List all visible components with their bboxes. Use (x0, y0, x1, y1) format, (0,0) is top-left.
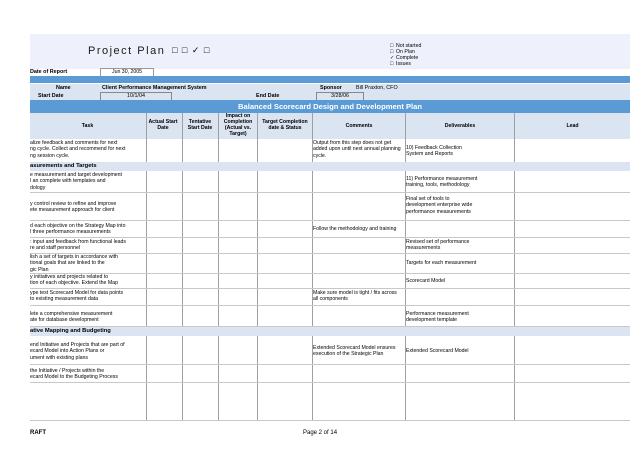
task-cell: d each objective on the Strategy Map into l three performance measurements (30, 223, 126, 236)
name-value[interactable]: Client Performance Management System (102, 85, 207, 91)
end-date-value[interactable]: 3/28/06 (316, 92, 364, 101)
col-tentative-start: Tentative Start Date (187, 119, 213, 131)
grid-line (218, 113, 219, 420)
deliverables-cell: Performance measurement development template (406, 311, 469, 324)
page-number: Page 2 of 14 (303, 430, 338, 436)
comments-cell: Make sure model is tight / fits across all components (313, 290, 397, 303)
legend-label: Issues (396, 61, 411, 67)
date-of-report-value[interactable]: Jun 30, 2005 (100, 68, 154, 77)
comments-cell: Output from this step does not get added upon until next annual planning cycle. (313, 140, 401, 159)
deliverables-cell: Targets for each measurement (406, 260, 477, 266)
col-impact: Impact on Completion (Actual vs. Target) (223, 113, 253, 137)
col-actual-start: Actual Start Date (148, 119, 178, 131)
legend-label: Not started (396, 43, 422, 49)
row-divider (30, 305, 630, 306)
square-icon: □ (390, 43, 394, 49)
col-lead: Lead (566, 123, 579, 129)
info-row-dates (30, 92, 630, 100)
row-divider (30, 237, 630, 238)
grid-line (257, 113, 258, 420)
section-header: asurements and Targets (30, 162, 630, 171)
comments-cell: Follow the methodology and training (313, 226, 397, 232)
start-date-label: Start Date (38, 93, 64, 99)
plan-banner: Balanced Scorecard Design and Development Plan (30, 100, 630, 113)
deliverables-cell: Final set of tools to development enterprise wide performance measurements (406, 196, 473, 215)
divider-band (30, 76, 630, 83)
deliverables-cell: 10) Feedback Collection System and Reports (406, 145, 462, 158)
task-cell: end Initiative and Projects that are part of ecard Model into Action Plans or ument with existing plans (30, 342, 125, 361)
task-cell: alize feedback and comments for next ng cycle. Collect and recommend for next ng session cycle. (30, 140, 126, 159)
table-header (30, 113, 630, 139)
row-divider (30, 382, 630, 383)
task-cell: e measurement and target development l an complete with templates and dology (30, 172, 122, 191)
task-cell: y initiatives and projects related to tion of each objective. Extend the Map (30, 274, 118, 287)
section-header: ative Mapping and Budgeting (30, 327, 630, 336)
sponsor-label: Sponsor (320, 85, 342, 91)
grid-line (514, 113, 515, 420)
name-label: Name (56, 85, 71, 91)
task-cell: lish a set of targets in accordance with tional goals that are linked to the gic Plan (30, 254, 118, 273)
row-divider (30, 192, 630, 193)
task-cell: : input and feedback from functional leads re and staff personnel (30, 239, 127, 252)
col-target-completion: Target Completion date & Status (262, 119, 308, 131)
legend-label: Complete (396, 55, 419, 61)
sponsor-value[interactable]: Bill Praxton, CFO (356, 85, 398, 91)
row-divider (30, 288, 630, 289)
date-of-report-label: Date of Report (30, 69, 68, 75)
grid-line (146, 113, 147, 420)
comments-cell: Extended Scorecard Model ensures execution of the Strategic Plan (313, 345, 396, 358)
row-divider (30, 364, 630, 365)
status-icons: □ □ ✓ □ (172, 45, 211, 55)
task-cell: lete a comprehensive measurement ate for database development (30, 311, 113, 324)
start-date-value[interactable]: 10/1/04 (100, 92, 172, 101)
footer-draft: RAFT (30, 430, 46, 436)
task-cell: ype test Scorecard Model for data points to existing measurement data (30, 290, 124, 303)
page-title: Project Plan (88, 45, 166, 57)
grid-line (182, 113, 183, 420)
deliverables-cell: Scorecard Model (406, 278, 446, 284)
check-icon: ✓ (390, 55, 395, 61)
end-date-label: End Date (256, 93, 280, 99)
row-divider (30, 420, 630, 421)
task-cell: y control review to refine and improve ete measurement approach for client (30, 201, 117, 214)
deliverables-cell: Extended Scorecard Model (406, 348, 469, 354)
info-row-name (30, 84, 630, 92)
grid-line (405, 113, 406, 420)
legend-label: On Plan (396, 49, 415, 55)
square-icon: □ (390, 61, 394, 67)
deliverables-cell: Revised set of performance measurements (406, 239, 470, 252)
deliverables-cell: 11) Performance measurement training, tools, methodology (406, 176, 478, 189)
col-deliverables: Deliverables (444, 123, 476, 129)
square-icon: □ (390, 49, 394, 55)
col-comments: Comments (345, 123, 373, 129)
task-cell: the Initiative / Projects within the ecard Model to the Budgeting Process (30, 368, 118, 381)
legend-item-issues (390, 61, 411, 67)
col-task: Task (81, 123, 94, 129)
row-divider (30, 220, 630, 221)
